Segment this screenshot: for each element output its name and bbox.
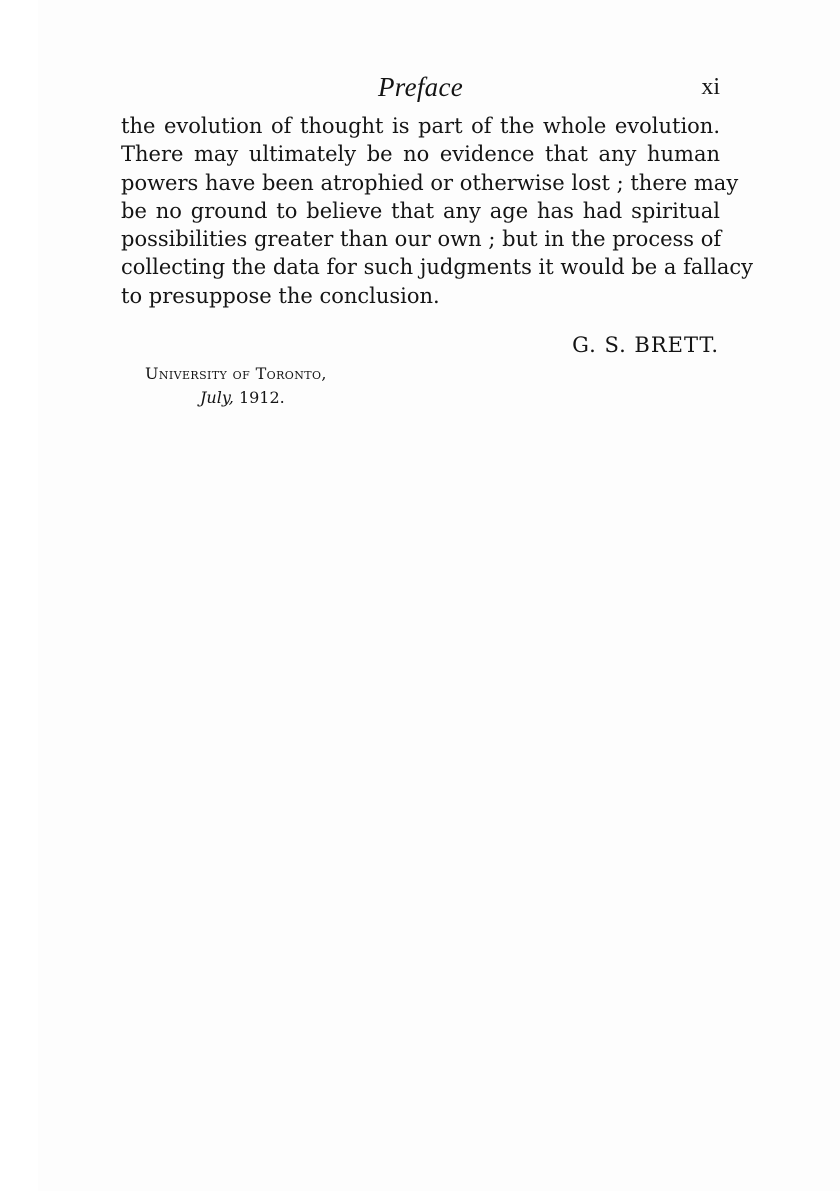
- text-line: be no ground to believe that any age has had spiritual: [121, 198, 720, 223]
- text-line: the evolution of thought is part of the whole evolution.: [121, 114, 720, 138]
- running-head: [121, 70, 720, 106]
- text-line: collecting the data for such judgments it would be a fallacy: [121, 255, 753, 280]
- running-title: Preface: [377, 72, 464, 102]
- text-line: There may ultimately be no evidence that any human: [121, 142, 720, 167]
- body-paragraph: [121, 112, 753, 310]
- dateline: [145, 362, 327, 410]
- text-line: possibilities greater than our own ; but in the process of: [121, 227, 722, 252]
- text-line: powers have been atrophied or otherwise lost ; there may: [121, 170, 739, 195]
- date-month: July,: [200, 388, 234, 407]
- affiliation: University of Toronto,: [145, 364, 327, 383]
- page-margin-edge: [0, 0, 38, 1191]
- page-number: xi: [701, 74, 720, 100]
- date-year: 1912.: [238, 388, 285, 407]
- text-line: to presuppose the conclusion.: [121, 283, 440, 308]
- author-signature: G. S. BRETT.: [572, 333, 719, 357]
- date: [145, 386, 327, 410]
